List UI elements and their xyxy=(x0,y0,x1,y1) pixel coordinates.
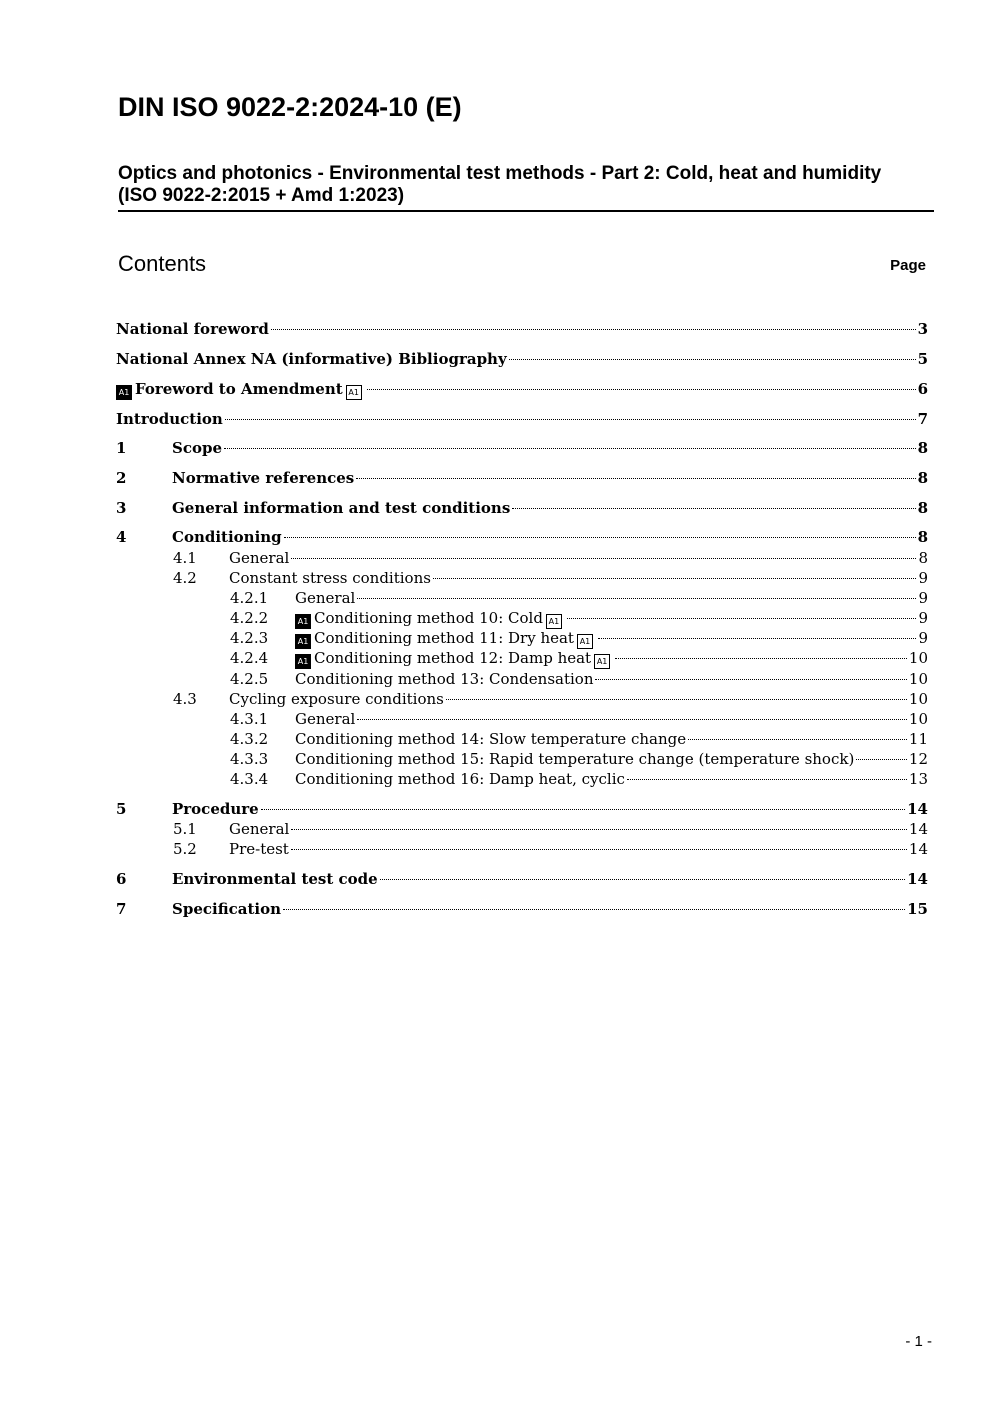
toc-entry-title-text: National foreword xyxy=(116,320,269,338)
toc-dot-leader xyxy=(291,557,916,559)
toc-dot-leader xyxy=(380,878,905,880)
toc-entry[interactable] xyxy=(116,669,928,689)
toc-dot-leader xyxy=(688,738,907,740)
toc-entry-title xyxy=(229,548,289,568)
toc-dot-leader xyxy=(615,657,907,659)
toc-entry-title xyxy=(172,438,222,458)
toc-dot-leader xyxy=(367,388,916,390)
toc-entry-number: 5 xyxy=(116,800,127,818)
toc-entry-title xyxy=(116,349,507,369)
toc-entry-title-text: Foreword to Amendment xyxy=(135,380,343,398)
toc-entry-title xyxy=(229,689,444,709)
amendment-end-marker-icon: A1 xyxy=(546,614,562,629)
toc-entry-number: 4.2.5 xyxy=(230,670,269,688)
toc-entry-page: 8 xyxy=(917,439,928,457)
toc-dot-leader xyxy=(291,848,907,850)
toc-entry[interactable] xyxy=(116,869,928,889)
toc-entry-page: 10 xyxy=(908,710,928,728)
toc-entry-title-text: Conditioning method 11: Dry heat xyxy=(314,629,574,647)
toc-entry-title-text: Conditioning method 10: Cold xyxy=(314,609,543,627)
toc-dot-leader xyxy=(433,577,917,579)
document-id: DIN ISO 9022-2:2024-10 (E) xyxy=(118,92,462,122)
contents-heading: Contents xyxy=(118,251,207,276)
toc-entry[interactable] xyxy=(116,498,928,518)
toc-entry-page: 10 xyxy=(908,649,928,667)
toc-entry-page: 15 xyxy=(907,900,928,918)
toc-entry-title-text: Constant stress conditions xyxy=(229,569,431,587)
toc-entry[interactable] xyxy=(116,349,928,369)
toc-entry-title-text: General xyxy=(295,589,356,607)
toc-entry[interactable] xyxy=(116,899,928,919)
toc-entry-title-text: Scope xyxy=(172,439,223,457)
toc-entry[interactable] xyxy=(116,799,928,819)
amendment-start-marker-icon: A1 xyxy=(116,385,132,400)
toc-entry[interactable] xyxy=(116,438,928,458)
toc-entry-title xyxy=(172,869,378,889)
amendment-start-marker-icon: A1 xyxy=(295,614,311,629)
toc-dot-leader xyxy=(512,507,915,509)
toc-entry-number: 4.2 xyxy=(173,569,197,587)
toc-entry-title xyxy=(172,527,282,547)
toc-entry-number: 5.2 xyxy=(173,840,197,858)
toc-entry-title-text: Conditioning method 14: Slow temperature change xyxy=(295,730,687,748)
toc-entry-number: 4.2.3 xyxy=(230,629,269,647)
toc-entry-title xyxy=(172,498,510,518)
toc-entry-page: 9 xyxy=(918,609,928,627)
toc-entry-number: 4.3.1 xyxy=(230,710,269,728)
amendment-end-marker-icon: A1 xyxy=(346,385,362,400)
toc-entry-number: 4.2.2 xyxy=(230,609,269,627)
toc-dot-leader xyxy=(567,617,917,619)
toc-entry[interactable] xyxy=(116,319,928,339)
toc-entry-title xyxy=(295,769,625,789)
toc-entry-page: 14 xyxy=(908,840,928,858)
toc-dot-leader xyxy=(291,828,907,830)
toc-entry[interactable] xyxy=(116,839,928,859)
toc-entry-page: 14 xyxy=(908,820,928,838)
toc-entry-title-text: Conditioning method 13: Condensation xyxy=(295,670,594,688)
toc-entry-title-text: General xyxy=(229,549,290,567)
toc-entry[interactable] xyxy=(116,527,928,547)
toc-entry[interactable] xyxy=(116,548,928,568)
page-column-label: Page xyxy=(890,257,926,274)
toc-entry-title xyxy=(172,468,354,488)
toc-entry-title xyxy=(172,899,281,919)
toc-entry-title-text: General xyxy=(229,820,290,838)
toc-entry-title xyxy=(295,749,854,769)
toc-entry-title-text: Normative references xyxy=(172,469,355,487)
toc-entry-title xyxy=(229,839,289,859)
toc-entry-title-text: Conditioning xyxy=(172,528,282,546)
toc-entry-number: 5.1 xyxy=(173,820,197,838)
toc-entry-title xyxy=(229,819,289,839)
amendment-end-marker-icon: A1 xyxy=(577,634,593,649)
toc-entry-number: 4.2.4 xyxy=(230,649,269,667)
toc-entry-title xyxy=(229,568,431,588)
toc-entry-page: 14 xyxy=(907,870,928,888)
toc-entry-title-text: Procedure xyxy=(172,800,259,818)
toc-entry-number: 4.1 xyxy=(173,549,197,567)
toc-entry-title-text: Cycling exposure conditions xyxy=(229,690,444,708)
toc-dot-leader xyxy=(598,637,916,639)
toc-entry-number: 6 xyxy=(116,870,127,888)
amendment-end-marker-icon: A1 xyxy=(594,654,610,669)
toc-dot-leader xyxy=(225,418,916,420)
toc-entry-page: 12 xyxy=(908,750,928,768)
toc-dot-leader xyxy=(356,477,915,479)
toc-entry-number: 4.3.4 xyxy=(230,770,269,788)
toc-entry-title-text: General xyxy=(295,710,356,728)
toc-entry-title-text: Conditioning method 12: Damp heat xyxy=(314,649,592,667)
toc-entry[interactable] xyxy=(116,749,928,769)
toc-entry-title xyxy=(295,588,355,608)
amendment-start-marker-icon: A1 xyxy=(295,634,311,649)
toc-entry-number: 4.2.1 xyxy=(230,589,269,607)
toc-dot-leader xyxy=(856,758,907,760)
toc-dot-leader xyxy=(261,808,905,810)
toc-entry-title-text: National Annex NA (informative) Bibliography xyxy=(116,350,507,368)
toc-entry-title xyxy=(295,648,613,669)
document-title-line-1: Optics and photonics - Environmental test methods - Part 2: Cold, heat and humidity xyxy=(118,163,882,184)
toc-entry[interactable] xyxy=(116,608,928,628)
toc-entry-title-text: Conditioning method 16: Damp heat, cyclic xyxy=(295,770,625,788)
toc-entry-page: 8 xyxy=(917,469,928,487)
toc-entry-page: 8 xyxy=(917,499,928,517)
document-title-line-2: (ISO 9022-2:2015 + Amd 1:2023) xyxy=(118,185,405,206)
toc-entry-title-text: Introduction xyxy=(116,410,223,428)
document-title xyxy=(118,163,934,212)
toc-dot-leader xyxy=(595,678,906,680)
toc-entry-number: 3 xyxy=(116,499,127,517)
toc-entry-number: 4.3.3 xyxy=(230,750,269,768)
toc-entry-title-text: General information and test conditions xyxy=(172,499,511,517)
toc-dot-leader xyxy=(627,778,907,780)
toc-entry-page: 11 xyxy=(908,730,928,748)
toc-entry-number: 4.3 xyxy=(173,690,197,708)
toc-entry-title-text: Environmental test code xyxy=(172,870,378,888)
toc-dot-leader xyxy=(357,597,916,599)
toc-entry[interactable] xyxy=(116,628,928,648)
toc-entry-number: 2 xyxy=(116,469,127,487)
toc-entry-number: 4.3.2 xyxy=(230,730,269,748)
toc-entry-page: 9 xyxy=(918,589,928,607)
toc-entry-page: 8 xyxy=(917,528,928,546)
toc-entry-page: 3 xyxy=(917,320,928,338)
page-number: - 1 - xyxy=(905,1333,932,1350)
toc-dot-leader xyxy=(283,908,905,910)
toc-entry[interactable] xyxy=(116,568,928,588)
toc-entry-page: 9 xyxy=(918,569,928,587)
toc-entry[interactable] xyxy=(116,709,928,729)
toc-entry-page: 13 xyxy=(908,770,928,788)
toc-entry-title-text: Pre-test xyxy=(229,840,289,858)
toc-entry-page: 6 xyxy=(917,380,928,398)
toc-entry[interactable] xyxy=(116,819,928,839)
toc-entry-title xyxy=(295,628,596,649)
toc-dot-leader xyxy=(224,447,916,449)
toc-entry-title xyxy=(295,608,565,629)
toc-entry[interactable] xyxy=(116,729,928,749)
toc-entry[interactable] xyxy=(116,689,928,709)
toc-entry-title xyxy=(295,729,686,749)
toc-dot-leader xyxy=(509,358,916,360)
toc-entry-number: 4 xyxy=(116,528,127,546)
toc-entry[interactable] xyxy=(116,588,928,608)
toc-entry[interactable] xyxy=(116,648,928,668)
toc-entry-page: 5 xyxy=(917,350,928,368)
toc-dot-leader xyxy=(284,536,916,538)
toc-entry-number: 1 xyxy=(116,439,127,457)
toc-entry-page: 14 xyxy=(907,800,928,818)
toc-dot-leader xyxy=(271,328,916,330)
toc-dot-leader xyxy=(357,718,907,720)
toc-entry-page: 7 xyxy=(917,410,928,428)
toc-entry-title xyxy=(172,799,259,819)
toc-entry-title xyxy=(295,669,593,689)
toc-entry-number: 7 xyxy=(116,900,127,918)
toc-entry[interactable] xyxy=(116,468,928,488)
toc-entry-title-text: Specification xyxy=(172,900,281,918)
toc-entry[interactable] xyxy=(116,769,928,789)
toc-entry-page: 10 xyxy=(908,690,928,708)
toc-dot-leader xyxy=(446,698,907,700)
toc-entry-title xyxy=(116,409,223,429)
toc-entry[interactable] xyxy=(116,379,928,399)
toc-entry[interactable] xyxy=(116,409,928,429)
toc-entry-page: 9 xyxy=(918,629,928,647)
toc-entry-title xyxy=(116,379,365,400)
toc-entry-title xyxy=(116,319,269,339)
toc-entry-title-text: Conditioning method 15: Rapid temperature change (temperature shock) xyxy=(295,750,855,768)
toc-entry-page: 8 xyxy=(918,549,928,567)
amendment-start-marker-icon: A1 xyxy=(295,654,311,669)
toc-entry-title xyxy=(295,709,355,729)
toc-entry-page: 10 xyxy=(908,670,928,688)
